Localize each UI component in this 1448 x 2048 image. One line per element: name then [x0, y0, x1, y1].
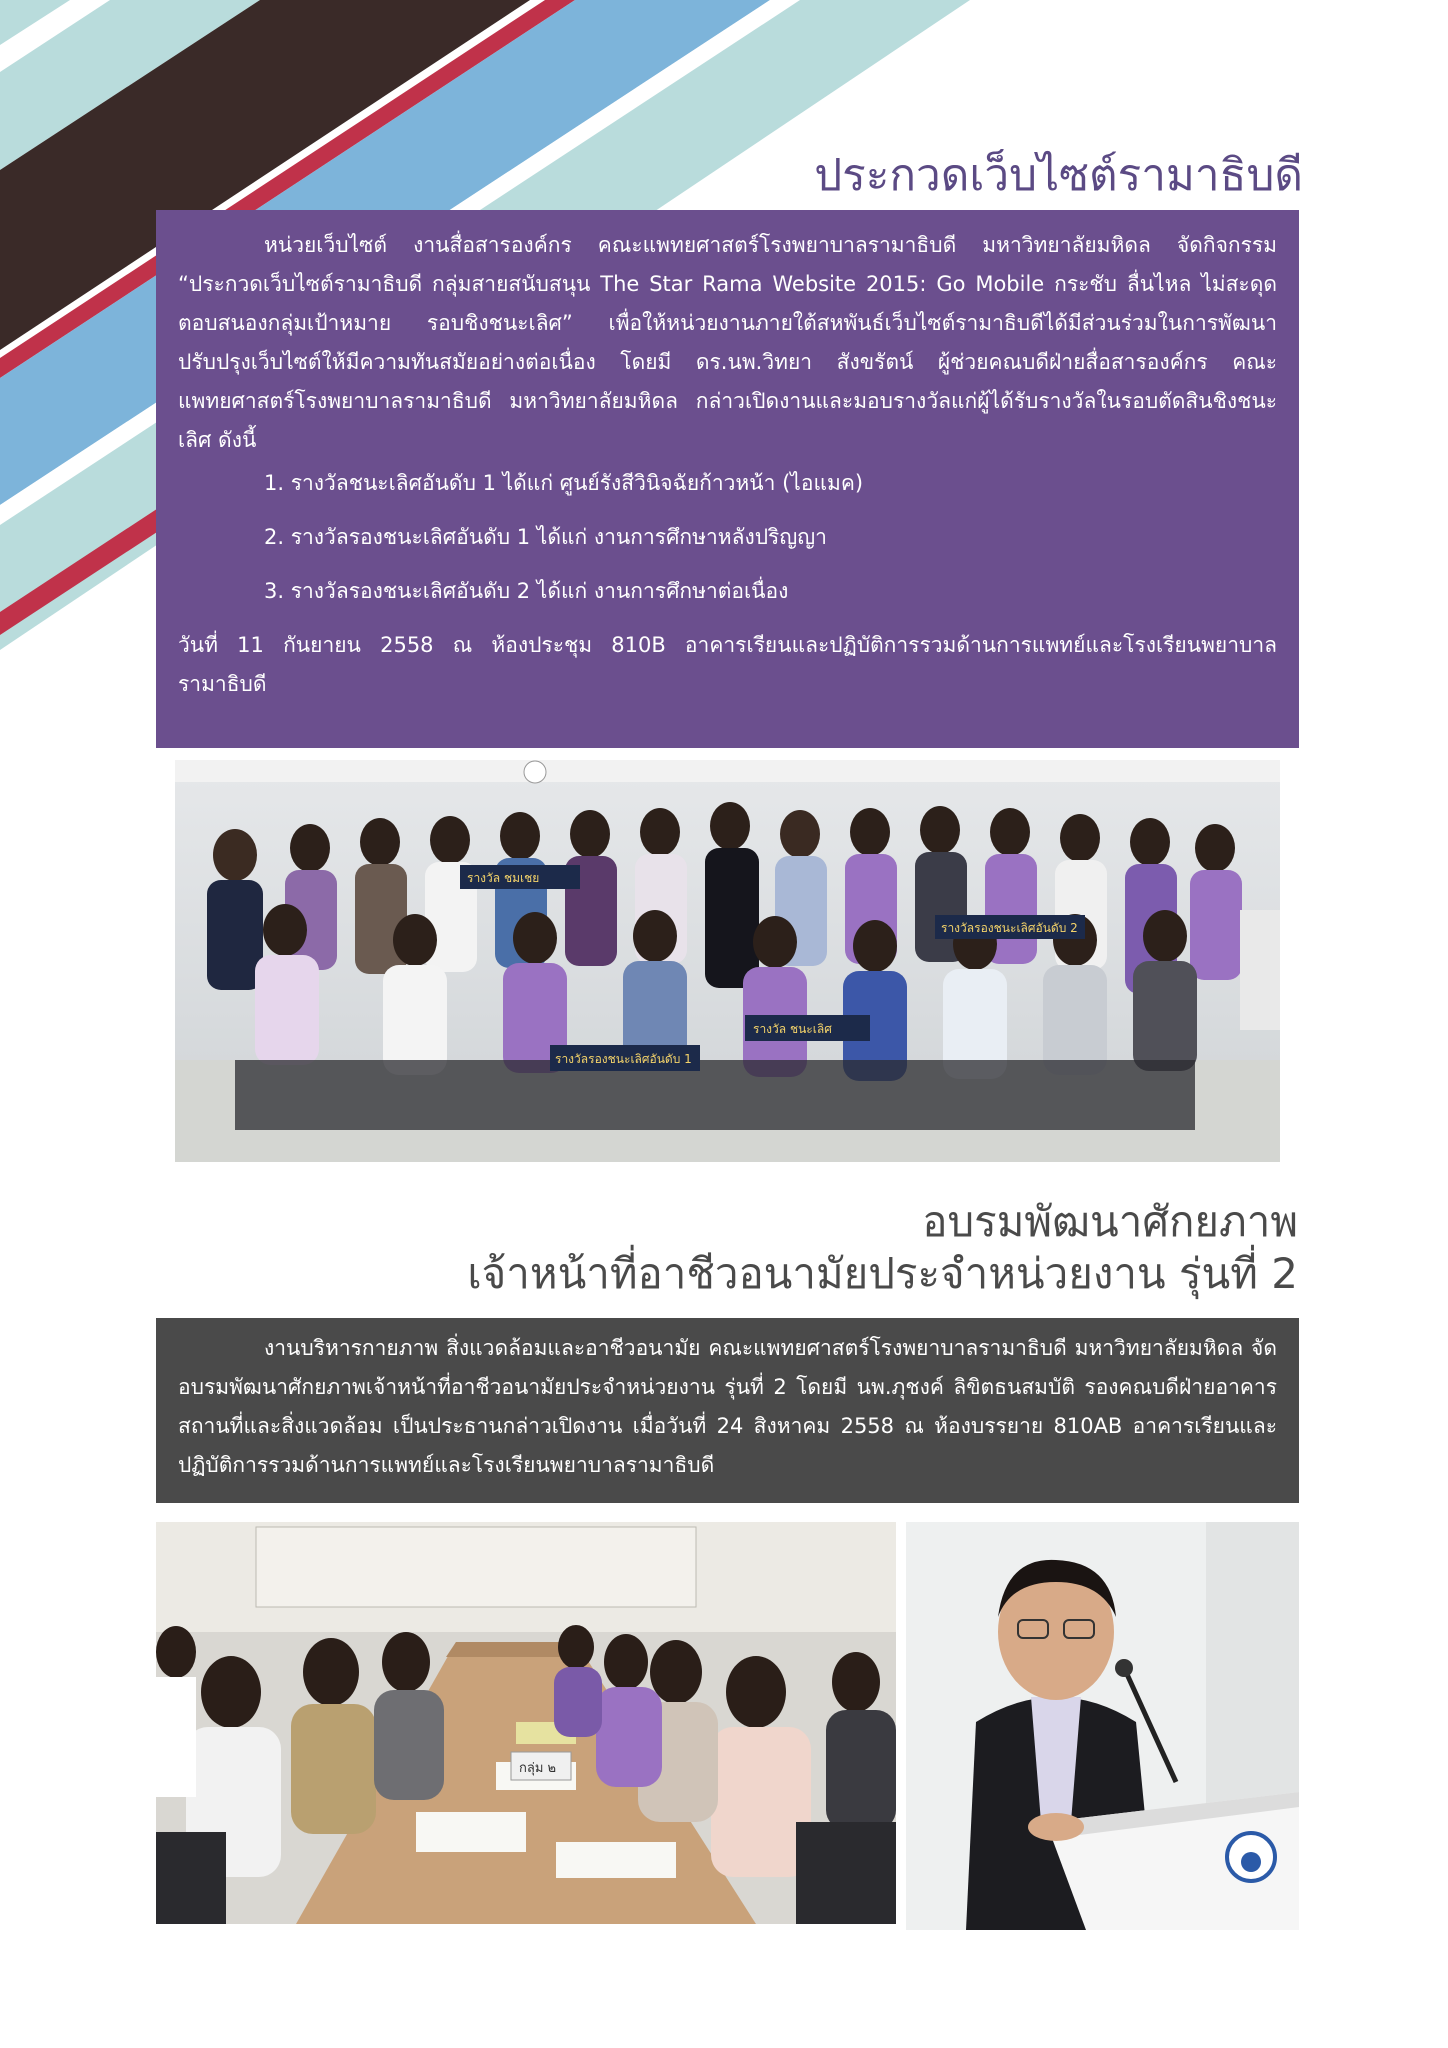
award-item-1: 1. รางวัลชนะเลิศอันดับ 1 ได้แก่ ศูนย์รังสีวินิจฉัยก้าวหน้า (ไอแมค) [264, 471, 864, 495]
table-group-sign: กลุ่ม ๒ [519, 1761, 557, 1776]
training-classroom-photo [156, 1522, 896, 1924]
photo-sign-winner: รางวัล ชนะเลิศ [753, 1022, 832, 1036]
award-item-2: 2. รางวัลรองชนะเลิศอันดับ 1 ได้แก่ งานการศึกษาหลังปริญญา [264, 525, 827, 549]
photo-sign-runnerup-1: รางวัลรองชนะเลิศอันดับ 1 [555, 1052, 692, 1066]
training-info-panel [156, 1318, 1299, 1503]
section-title-website-contest: ประกวดเว็บไซต์รามาธิบดี [814, 150, 1303, 201]
photo-sign-honorable: รางวัล ชมเชย [467, 871, 540, 885]
training-title-line-2: เจ้าหน้าที่อาชีวอนามัยประจำหน่วยงาน รุ่นที่ 2 [467, 1249, 1298, 1298]
photo-sign-runnerup-2: รางวัลรองชนะเลิศอันดับ 2 [941, 921, 1078, 935]
group-photo-awards [175, 760, 1280, 1162]
speaker-photo [906, 1522, 1299, 1930]
contest-date-place: วันที่ 11 กันยายน 2558 ณ ห้องประชุม 810B อาคารเรียนและปฏิบัติการรวมด้านการแพทย์และโรงเรียนพยาบาลรามาธิบดี [178, 633, 1277, 696]
award-list [178, 464, 1277, 611]
section-title-training [467, 1196, 1298, 1300]
contest-intro-paragraph: หน่วยเว็บไซต์ งานสื่อสารองค์กร คณะแพทยศาสตร์โรงพยาบาลรามาธิบดี มหาวิทยาลัยมหิดล จัดกิจกรรม “ประกวดเว็บไซต์รามาธิบดี กลุ่มสายสนับสนุน The Star Rama Website 2015: Go Mobile กระชับ ลื่นไหล ไม่สะดุด ตอบสนองกลุ่มเป้าหมาย รอบชิงชนะเลิศ” เพื่อให้หน่วยงานภายใต้สหพันธ์เว็บไซต์รามาธิบดีได้มีส่วนร่วมในการพัฒนาปรับปรุงเว็บไซต์ให้มีความทันสมัยอย่างต่อเนื่อง โดยมี ดร.นพ.วิทยา สังขรัตน์ ผู้ช่วยคณบดีฝ่ายสื่อสารองค์กร คณะแพทยศาสตร์โรงพยาบาลรามาธิบดี มหาวิทยาลัยมหิดล กล่าวเปิดงานและมอบรางวัลแก่ผู้ได้รับรางวัลในรอบตัดสินชิงชนะเลิศ ดังนี้ [178, 233, 1277, 452]
contest-info-panel [156, 210, 1299, 748]
training-paragraph: งานบริหารกายภาพ สิ่งแวดล้อมและอาชีวอนามัย คณะแพทยศาสตร์โรงพยาบาลรามาธิบดี มหาวิทยาลัยมหิดล จัดอบรมพัฒนาศักยภาพเจ้าหน้าที่อาชีวอนามัยประจำหน่วยงาน รุ่นที่ 2 โดยมี นพ.ภุชงค์ ลิขิตธนสมบัติ รองคณบดีฝ่ายอาคารสถานที่และสิ่งแวดล้อม เป็นประธานกล่าวเปิดงาน เมื่อวันที่ 24 สิงหาคม 2558 ณ ห้องบรรยาย 810AB อาคารเรียนและปฏิบัติการรวมด้านการแพทย์และโรงเรียนพยาบาลรามาธิบดี [178, 1336, 1277, 1477]
award-item-3: 3. รางวัลรองชนะเลิศอันดับ 2 ได้แก่ งานการศึกษาต่อเนื่อง [264, 579, 789, 603]
training-title-line-1: อบรมพัฒนาศักยภาพ [922, 1197, 1298, 1246]
